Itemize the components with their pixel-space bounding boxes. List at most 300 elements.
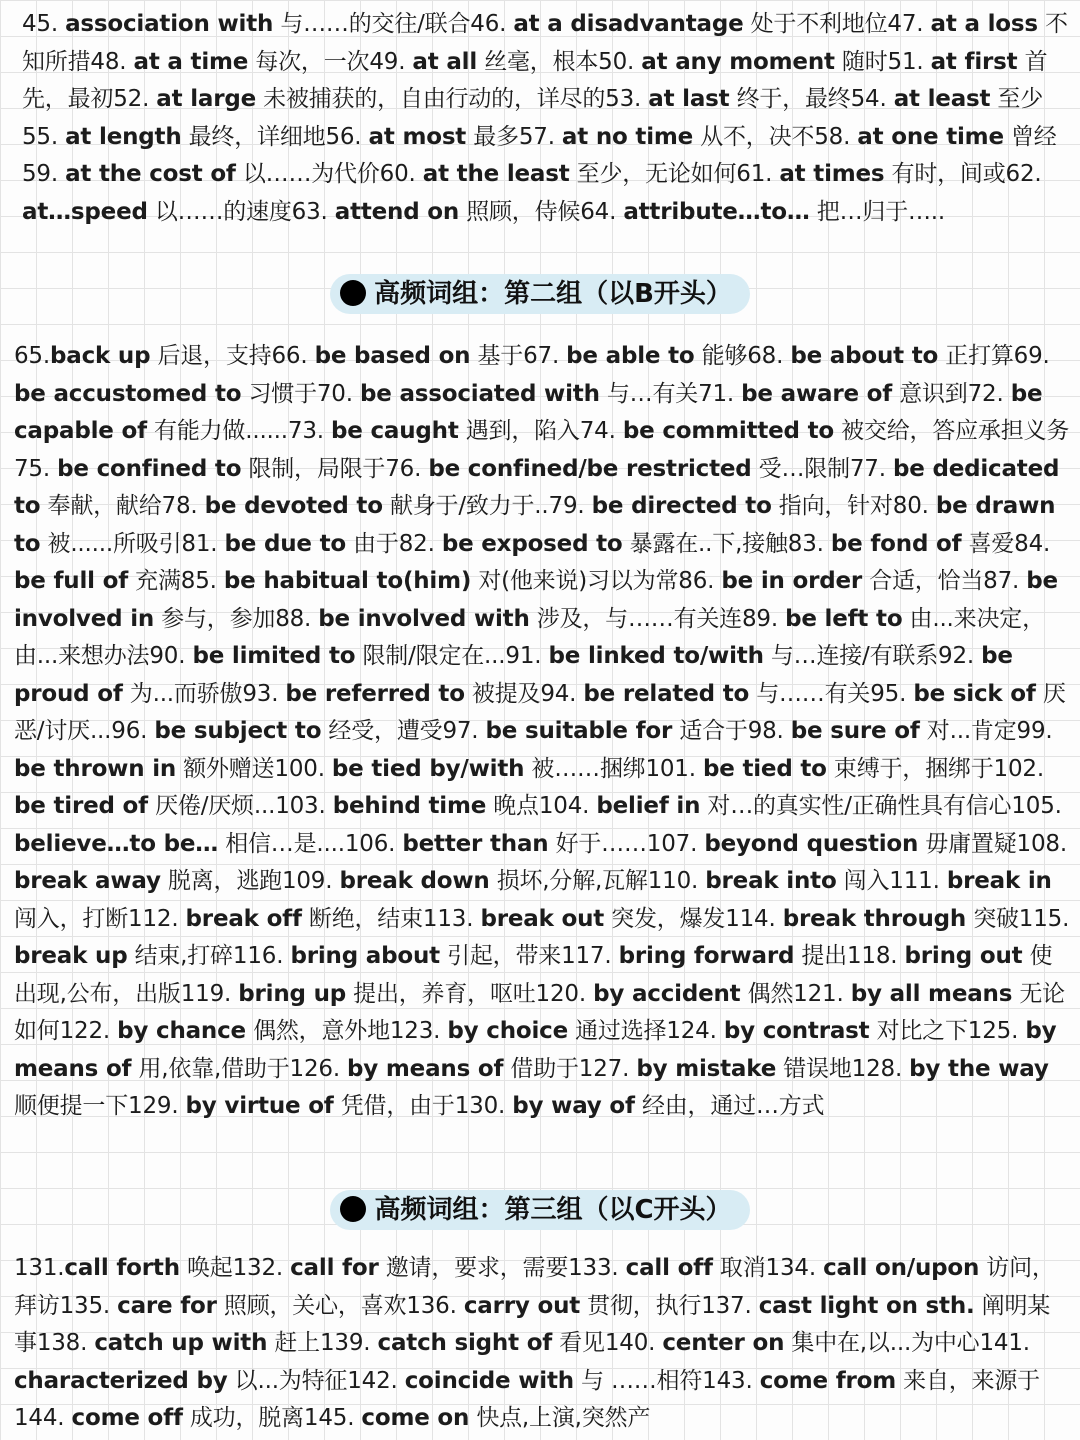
entry-phrase: attribute…to…: [623, 198, 810, 225]
entry-phrase: care for: [117, 1292, 217, 1319]
entry-phrase: at length: [65, 123, 182, 150]
phrase-entry: [814, 124, 1056, 150]
phrase-entry: [598, 49, 887, 75]
entry-phrase: be aware of: [741, 380, 893, 407]
entry-meaning: 每次，一次: [248, 48, 370, 75]
entry-meaning: 与…连接/有联系: [763, 643, 939, 669]
entry-number: 83.: [787, 530, 831, 557]
phrase-entry: [271, 343, 523, 369]
entry-phrase: be dedicated to: [14, 455, 1060, 519]
entry-phrase: catch sight of: [377, 1330, 553, 1356]
entry-meaning: 随时: [834, 48, 888, 75]
entry-number: 53.: [605, 86, 649, 112]
phrase-entry: [290, 1056, 579, 1082]
entry-number: 102.: [993, 755, 1044, 782]
entry-number: 121.: [793, 980, 851, 1007]
entry-number: 111.: [889, 868, 947, 894]
entry-number: 119.: [180, 980, 239, 1007]
phrase-entry: [399, 531, 788, 557]
phrase-entry: [470, 11, 887, 37]
entry-number: 116.: [232, 943, 291, 969]
entry-meaning: 指向，针对: [771, 493, 893, 519]
entry-meaning: 基于: [470, 343, 524, 369]
entry-meaning: 被......所吸引: [40, 530, 182, 557]
entry-phrase: be referred to: [285, 680, 465, 707]
entry-number: 79.: [548, 493, 592, 519]
entry-meaning: 遇到，陷入: [458, 418, 580, 444]
entry-meaning: 脱离，逃跑: [160, 868, 282, 894]
entry-number: 68.: [747, 343, 791, 369]
entry-meaning: 限制/限定在...: [355, 643, 506, 669]
entry-meaning: 使出现,公布，出版: [14, 943, 1053, 1007]
entry-number: 69.: [1013, 343, 1050, 369]
entry-meaning: 首先，最初: [22, 48, 1048, 112]
phrase-entry: [113, 86, 605, 112]
entry-phrase: be full of: [14, 568, 129, 594]
entry-number: 76.: [385, 455, 429, 482]
entry-meaning: 引起，带来: [439, 943, 562, 969]
entry-meaning: 对…的真实性/正确性具有信心: [700, 793, 1012, 819]
phrase-entry: [275, 606, 742, 632]
entry-meaning: 意识到: [892, 380, 968, 407]
entry-phrase: be habitual to(him): [223, 568, 472, 594]
phrase-entry: [568, 1255, 765, 1281]
entry-meaning: 涉及，与……有关连: [529, 605, 742, 632]
entry-phrase: be linked to/with: [548, 643, 764, 669]
entry-meaning: 唤起: [179, 1255, 233, 1281]
entry-meaning: 提出: [794, 943, 847, 969]
entry-phrase: at a time: [133, 48, 249, 75]
phrase-entry: [549, 493, 893, 519]
entry-phrase: by means of: [14, 1018, 1057, 1082]
entry-number: 47.: [887, 11, 931, 37]
entry-meaning: 好于……: [548, 830, 647, 857]
entry-phrase: be associated with: [359, 380, 600, 407]
entry-phrase: break off: [185, 905, 302, 932]
entry-number: 62.: [1005, 161, 1042, 187]
entry-number: 124.: [666, 1018, 724, 1044]
entry-phrase: come from: [759, 1367, 897, 1394]
entry-phrase: coincide with: [404, 1367, 574, 1394]
entry-number: 101.: [645, 755, 703, 782]
phrase-entry: [22, 161, 380, 187]
entry-meaning: 赶上: [267, 1330, 320, 1356]
entry-phrase: catch up with: [94, 1330, 268, 1356]
entry-phrase: come on: [361, 1405, 470, 1431]
entry-phrase: by all means: [850, 980, 1013, 1007]
entry-meaning: 束缚于，捆绑于: [826, 755, 994, 782]
entry-meaning: 限制，局限于: [241, 455, 386, 482]
section-heading-c: [0, 1190, 1080, 1234]
entry-number: 133.: [568, 1255, 626, 1281]
entry-phrase: at a disadvantage: [513, 11, 744, 37]
entry-meaning: 取消: [712, 1255, 766, 1281]
entry-meaning: 损坏,分解,瓦解: [489, 868, 648, 894]
entry-meaning: 对比之下: [869, 1018, 968, 1044]
entry-meaning: 习惯于: [241, 380, 317, 407]
entry-number: 125.: [967, 1018, 1026, 1044]
entry-meaning: 偶然: [740, 980, 794, 1007]
entry-meaning: 把…归于…..: [809, 198, 946, 225]
entry-number: 82.: [398, 530, 442, 557]
phrase-entry: [536, 981, 794, 1007]
entry-number: 65.: [14, 343, 50, 369]
entry-meaning: 晚点: [486, 793, 539, 819]
entry-meaning: 被提及: [464, 680, 541, 707]
entry-meaning: 后退，支持: [150, 343, 272, 369]
phrase-list-a-group: [22, 6, 1072, 231]
entry-meaning: 暴露在..下,接触: [622, 530, 788, 557]
entry-phrase: be confined/be restricted: [428, 455, 752, 482]
entry-meaning: 最多: [466, 123, 519, 150]
entry-number: 123.: [389, 1018, 448, 1044]
entry-number: 64.: [580, 198, 624, 225]
entry-number: 49.: [369, 48, 413, 75]
entry-meaning: 与……有关: [749, 680, 871, 707]
entry-phrase: at last: [648, 86, 730, 112]
entry-number: 104.: [538, 793, 597, 819]
entry-phrase: at a loss: [930, 11, 1038, 37]
entry-number: 127.: [578, 1055, 637, 1082]
entry-phrase: at…speed: [22, 198, 148, 225]
entry-number: 97.: [442, 718, 486, 744]
phrase-entry: [111, 718, 442, 744]
entry-number: 113.: [422, 905, 481, 932]
entry-meaning: 断绝，结束: [301, 905, 423, 932]
phrase-entry: [275, 793, 539, 819]
entry-meaning: 对(他来说)习以为常: [471, 568, 679, 594]
entry-number: 115.: [1018, 905, 1070, 932]
entry-meaning: 对...肯定: [919, 718, 1017, 744]
entry-phrase: break down: [339, 868, 490, 894]
entry-number: 74.: [579, 418, 623, 444]
entry-phrase: at most: [368, 123, 467, 150]
phrase-entry: [317, 381, 698, 407]
entry-number: 141.: [979, 1330, 1030, 1356]
entry-phrase: characterized by: [14, 1367, 228, 1394]
entry-number: 61.: [736, 161, 780, 187]
phrase-entry: [347, 1368, 702, 1394]
entry-phrase: be accustomed to: [14, 380, 242, 407]
phrase-entry: [37, 1330, 320, 1356]
entry-meaning: 成功，脱离: [182, 1405, 304, 1431]
entry-number: 56.: [325, 123, 369, 150]
phrase-entry: [519, 124, 814, 150]
entry-number: 77.: [849, 455, 893, 482]
entry-phrase: at the least: [422, 161, 570, 187]
entry-phrase: by way of: [512, 1093, 635, 1119]
entry-phrase: call on/upon: [823, 1255, 980, 1281]
entry-meaning: 喜爱: [961, 530, 1015, 557]
entry-number: 134.: [765, 1255, 824, 1281]
entry-number: 89.: [741, 605, 786, 632]
entry-phrase: be sick of: [913, 680, 1036, 707]
entry-number: 99.: [1016, 718, 1053, 744]
entry-meaning: 奉献，献给: [40, 493, 162, 519]
entry-phrase: be tired of: [14, 793, 148, 819]
entry-meaning: 提出，养育，呕吐: [346, 980, 536, 1007]
entry-number: 63.: [291, 198, 335, 225]
entry-meaning: 偶然，意外地: [245, 1018, 390, 1044]
entry-meaning: 由于: [346, 530, 399, 557]
entry-meaning: 相信…是....: [218, 830, 345, 857]
entry-number: 106.: [344, 830, 403, 857]
entry-phrase: call off: [625, 1255, 713, 1281]
phrase-entry: [423, 906, 725, 932]
heading-pill: [330, 274, 750, 314]
entry-phrase: be exposed to: [441, 530, 623, 557]
entry-phrase: bring about: [290, 943, 440, 969]
entry-meaning: 阐明某事: [14, 1292, 1051, 1356]
entry-phrase: be in order: [721, 568, 863, 594]
entry-meaning: 由...来决定，由...来想办法: [14, 605, 1045, 669]
entry-phrase: by means of: [347, 1055, 504, 1082]
entry-meaning: 闯入: [836, 868, 890, 894]
entry-phrase: be devoted to: [204, 493, 383, 519]
entry-meaning: 参与，参加: [154, 605, 276, 632]
phrase-entry: [149, 643, 505, 669]
phrase-entry: [648, 868, 890, 894]
entry-phrase: back up: [49, 343, 151, 369]
entry-number: 108.: [1016, 830, 1067, 857]
entry-phrase: be suitable for: [485, 718, 673, 744]
entry-meaning: 与 ……相符: [573, 1367, 703, 1394]
entry-meaning: 适合于: [672, 718, 748, 744]
entry-meaning: 用,依靠,借助于: [131, 1055, 290, 1082]
phrase-entry: [14, 343, 271, 369]
entry-meaning: 最终，详细地: [181, 123, 326, 150]
entry-number: 107.: [646, 830, 705, 857]
entry-phrase: by choice: [447, 1018, 568, 1044]
entry-phrase: be involved in: [14, 568, 1058, 632]
entry-phrase: be fond of: [830, 530, 962, 557]
entry-meaning: 献身于/致力于..: [382, 493, 549, 519]
entry-number: 85.: [180, 568, 224, 594]
phrase-entry: [128, 1093, 455, 1119]
phrase-entry: [90, 49, 369, 75]
entry-number: 46.: [470, 11, 514, 37]
entry-phrase: bring forward: [618, 943, 795, 969]
entry-number: 57.: [518, 123, 562, 150]
entry-meaning: 厌恶/讨厌...: [14, 680, 1066, 744]
entry-phrase: break through: [782, 905, 967, 932]
entry-meaning: 突破: [966, 905, 1019, 932]
entry-number: 93.: [242, 680, 286, 707]
entry-meaning: 从不，决不: [693, 123, 815, 150]
entry-phrase: be involved with: [318, 605, 530, 632]
entry-phrase: cast light on sth.: [758, 1292, 975, 1319]
phrase-entry: [128, 906, 423, 932]
phrase-entry: [505, 643, 938, 669]
entry-phrase: by virtue of: [185, 1093, 334, 1119]
entry-phrase: behind time: [332, 793, 487, 819]
entry-phrase: at large: [156, 86, 257, 112]
entry-meaning: 能够: [694, 343, 748, 369]
entry-phrase: better than: [402, 830, 549, 857]
phrase-entry: [539, 793, 1012, 819]
entry-meaning: 快点,上演,突然产: [469, 1405, 651, 1431]
entry-number: 54.: [850, 86, 894, 112]
phrase-entry: [645, 756, 993, 782]
entry-meaning: 集中在,以...为中心: [784, 1330, 980, 1356]
phrase-entry: [698, 381, 968, 407]
entry-number: 81.: [181, 530, 225, 557]
entry-phrase: carry out: [463, 1292, 581, 1319]
phrase-entry: [369, 49, 598, 75]
entry-meaning: 贯彻，执行: [580, 1292, 702, 1319]
phrase-entry: [580, 199, 945, 225]
entry-phrase: bring out: [904, 943, 1023, 969]
entry-number: 84.: [1014, 530, 1051, 557]
entry-number: 67.: [523, 343, 567, 369]
entry-phrase: come off: [71, 1405, 183, 1431]
entry-meaning: 经受，遭受: [321, 718, 443, 744]
entry-meaning: 毋庸置疑: [918, 830, 1017, 857]
phrase-entry: [540, 681, 870, 707]
phrase-entry: [181, 568, 679, 594]
entry-number: 114.: [725, 905, 783, 932]
entry-number: 91.: [505, 643, 549, 669]
entry-meaning: 以...为特征: [227, 1367, 348, 1394]
entry-phrase: be based on: [314, 343, 471, 369]
entry-number: 105.: [1011, 793, 1062, 819]
entry-number: 131.: [14, 1255, 65, 1281]
phrase-list-b-group: [14, 338, 1072, 1126]
entry-phrase: by accident: [593, 980, 741, 1007]
entry-number: 78.: [161, 493, 205, 519]
entry-meaning: 照顾，关心，喜欢: [216, 1292, 407, 1319]
entry-phrase: be tied by/with: [331, 755, 525, 782]
phrase-entry: [233, 943, 561, 969]
phrase-entry: [320, 1330, 605, 1356]
entry-number: 58.: [814, 123, 858, 150]
entry-meaning: 与……的交往/联合: [273, 11, 471, 37]
phrase-entry: [162, 493, 549, 519]
entry-phrase: at the cost of: [65, 161, 236, 187]
phrase-entry: [390, 1018, 666, 1044]
phrase-entry: [561, 943, 847, 969]
entry-meaning: 凭借，由于: [333, 1093, 455, 1119]
phrase-entry: [736, 161, 1005, 187]
entry-number: 109.: [281, 868, 340, 894]
entry-meaning: 看见: [552, 1330, 605, 1356]
entry-meaning: 结束,打碎: [127, 943, 233, 969]
entry-number: 110.: [647, 868, 706, 894]
phrase-entry: [14, 1405, 304, 1431]
entry-number: 87.: [983, 568, 1027, 594]
entry-number: 94.: [540, 680, 584, 707]
entry-phrase: be limited to: [192, 643, 356, 669]
entry-phrase: at first: [930, 48, 1018, 75]
entry-number: 71.: [698, 380, 742, 407]
phrase-entry: [455, 1093, 825, 1119]
entry-number: 48.: [90, 48, 134, 75]
entry-number: 132.: [232, 1255, 291, 1281]
entry-meaning: 以……的速度: [147, 198, 292, 225]
phrase-entry: [788, 531, 1014, 557]
entry-phrase: bring up: [238, 980, 347, 1007]
heading-text: 高频词组：第三组（以C开头）: [374, 1195, 732, 1225]
entry-meaning: 至少: [990, 86, 1044, 112]
entry-phrase: by contrast: [723, 1018, 870, 1044]
phrase-entry: [304, 1405, 650, 1431]
phrase-entry: [274, 756, 645, 782]
entry-meaning: 丝毫，根本: [477, 48, 599, 75]
entry-meaning: 不知所措: [22, 11, 1068, 75]
phrase-entry: [851, 86, 1043, 112]
entry-phrase: call forth: [64, 1255, 180, 1281]
phrase-entry: [282, 868, 648, 894]
phrase-entry: [345, 831, 647, 857]
entry-phrase: call for: [290, 1255, 379, 1281]
phrase-entry: [60, 1018, 390, 1044]
entry-phrase: break out: [480, 905, 605, 932]
entry-phrase: be sure of: [790, 718, 920, 744]
phrase-entry: [702, 1368, 1040, 1394]
entry-phrase: at no time: [561, 123, 694, 150]
entry-phrase: be tied to: [702, 755, 827, 782]
entry-phrase: at one time: [857, 123, 1004, 150]
entry-phrase: break in: [946, 868, 1052, 894]
entry-meaning: 访问，拜访: [14, 1255, 1055, 1319]
phrase-entry: [14, 456, 385, 482]
entry-meaning: 突发，爆发: [604, 905, 726, 932]
entry-meaning: 厌倦/厌烦...: [147, 793, 276, 819]
entry-number: 120.: [535, 980, 594, 1007]
entry-number: 96.: [111, 718, 155, 744]
entry-number: 45.: [22, 11, 66, 37]
entry-meaning: 与…有关: [599, 380, 699, 407]
entry-number: 88.: [275, 605, 319, 632]
entry-phrase: be proud of: [14, 643, 1013, 707]
phrase-entry: [22, 124, 325, 150]
entry-number: 70.: [316, 380, 360, 407]
entry-phrase: be left to: [785, 605, 903, 632]
entry-number: 80.: [892, 493, 936, 519]
phrase-entry: [605, 86, 850, 112]
entry-number: 135.: [59, 1292, 118, 1319]
entry-phrase: belief in: [596, 793, 701, 819]
entry-meaning: 处于不利地位: [743, 11, 888, 37]
entry-phrase: be thrown in: [14, 755, 177, 782]
entry-meaning: 顺便提一下: [14, 1093, 129, 1119]
entry-number: 126.: [289, 1055, 348, 1082]
entry-phrase: attend on: [334, 198, 460, 225]
phrase-entry: [181, 531, 398, 557]
entry-number: 117.: [561, 943, 619, 969]
entry-phrase: at all: [412, 48, 478, 75]
entry-phrase: be confined to: [57, 455, 242, 482]
entry-meaning: 被……捆绑: [524, 755, 646, 782]
phrase-entry: [325, 124, 518, 150]
bullet-dot-icon: [340, 280, 366, 306]
entry-meaning: 未被捕获的，自由行动的，详尽的: [256, 86, 606, 112]
entry-meaning: 闯入，打断: [14, 905, 129, 932]
phrase-entry: [181, 981, 536, 1007]
entry-meaning: 有时，间或: [884, 161, 1006, 187]
phrase-entry: [666, 1018, 967, 1044]
phrase-entry: [22, 11, 470, 37]
entry-number: 145.: [303, 1405, 362, 1431]
entry-phrase: be due to: [224, 530, 346, 557]
entry-meaning: 借助于: [503, 1055, 579, 1082]
entry-meaning: 至少，无论如何: [569, 161, 737, 187]
entry-phrase: association with: [65, 11, 274, 37]
entry-meaning: 照顾，侍候: [459, 198, 581, 225]
entry-number: 66.: [271, 343, 315, 369]
entry-number: 55.: [22, 123, 66, 150]
entry-phrase: at any moment: [641, 48, 835, 75]
